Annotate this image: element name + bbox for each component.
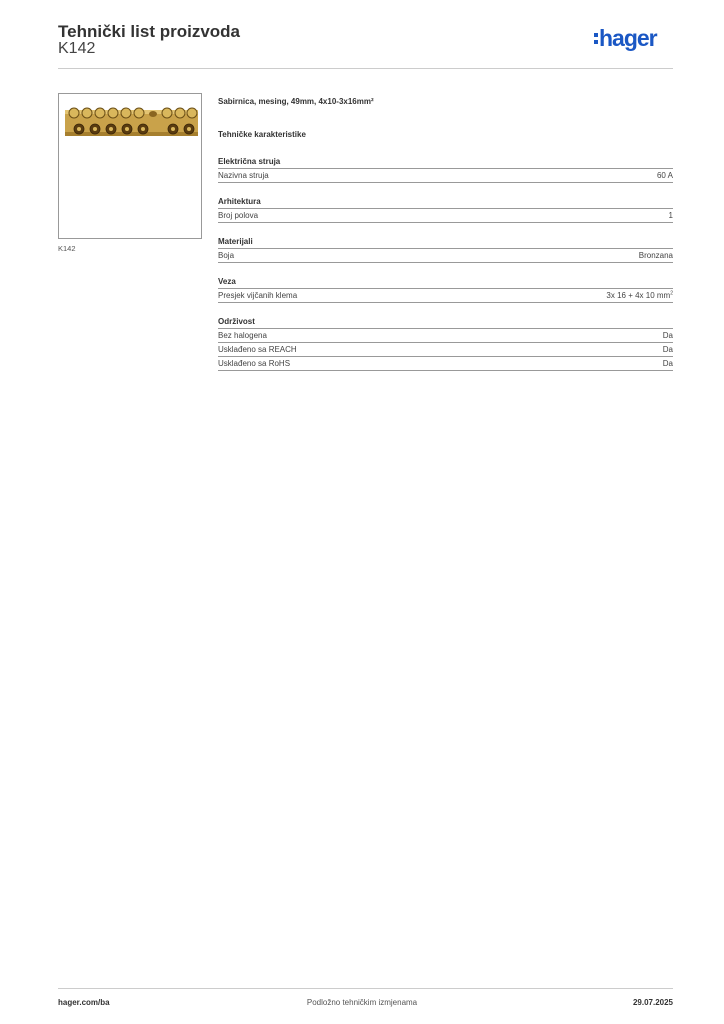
group-electrical (218, 157, 673, 183)
spec-label: Bez halogena (218, 331, 267, 340)
product-code: K142 (58, 40, 96, 57)
spec-value-text: 3x 16 + 4x 10 mm (606, 291, 671, 300)
image-caption: K142 (58, 244, 76, 253)
spec-label: Nazivna struja (218, 171, 269, 180)
section-title: Tehničke karakteristike (218, 130, 306, 139)
characteristics-list (218, 157, 673, 385)
spec-value: 60 A (656, 171, 673, 180)
group-title: Arhitektura (218, 197, 673, 209)
spec-value: Bronzana (638, 251, 673, 260)
spec-label: Broj polova (218, 211, 259, 220)
unit-superscript: 2 (670, 290, 673, 297)
header-divider (58, 68, 673, 69)
spec-row (218, 169, 673, 183)
group-connection (218, 277, 673, 303)
group-materials (218, 237, 673, 263)
group-architecture (218, 197, 673, 223)
hager-logo (594, 27, 657, 50)
spec-row (218, 329, 673, 343)
spec-value (606, 289, 673, 302)
group-title: Veza (218, 277, 673, 289)
spec-value: Da (662, 359, 673, 368)
spec-label: Usklađeno sa RoHS (218, 359, 291, 368)
logo-text: hager (599, 25, 657, 51)
footer-date: 29.07.2025 (632, 998, 673, 1007)
spec-value: 1 (668, 211, 673, 220)
spec-label: Usklađeno sa REACH (218, 345, 297, 354)
spec-label: Boja (218, 251, 235, 260)
spec-row (218, 289, 673, 303)
busbar-image (65, 102, 198, 142)
spec-row (218, 343, 673, 357)
group-title: Održivost (218, 317, 673, 329)
spec-value: Da (662, 345, 673, 354)
group-title: Električna struja (218, 157, 673, 169)
footer-website-link[interactable]: hager.com/ba (58, 998, 110, 1007)
logo-dots-icon (594, 33, 598, 44)
footer-notice: Podložno tehničkim izmjenama (306, 998, 418, 1007)
spec-value: Da (662, 331, 673, 340)
spec-row (218, 249, 673, 263)
product-image-frame (58, 93, 202, 239)
product-description: Sabirnica, mesing, 49mm, 4x10-3x16mm² (218, 97, 374, 106)
spec-row (218, 209, 673, 223)
page-title: Tehnički list proizvoda (58, 22, 240, 41)
footer-divider (58, 988, 673, 989)
spec-label: Presjek vijčanih klema (218, 291, 298, 300)
group-title: Materijali (218, 237, 673, 249)
group-sustainability (218, 317, 673, 371)
spec-row (218, 357, 673, 371)
